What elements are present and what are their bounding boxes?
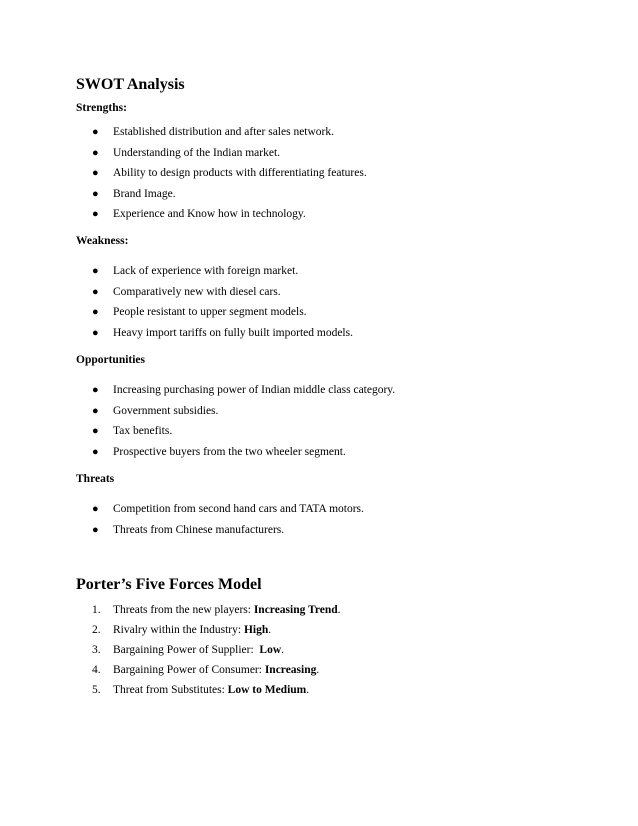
- opportunities-heading: Opportunities: [76, 354, 146, 366]
- list-item: 4. Bargaining Power of Consumer: Increasing.: [92, 664, 320, 676]
- list-item: ● Prospective buyers from the two wheeler segment.: [92, 446, 346, 458]
- strengths-heading: Strengths:: [76, 102, 127, 114]
- list-item: ● Threats from Chinese manufacturers.: [92, 524, 285, 536]
- bullet-icon: ●: [92, 188, 99, 200]
- list-item: 2. Rivalry within the Industry: High.: [92, 624, 272, 636]
- list-item: ● Government subsidies.: [92, 405, 219, 417]
- threats-heading: Threats: [76, 473, 115, 485]
- list-item: 5. Threat from Substitutes: Low to Medium.: [92, 684, 310, 696]
- list-item: ● Tax benefits.: [92, 425, 173, 437]
- bullet-icon: ●: [92, 405, 99, 417]
- bullet-icon: ●: [92, 208, 99, 220]
- bullet-icon: ●: [92, 265, 99, 277]
- bullet-icon: ●: [92, 503, 99, 515]
- bullet-icon: ●: [92, 327, 99, 339]
- list-item: ● People resistant to upper segment models.: [92, 306, 307, 318]
- bullet-icon: ●: [92, 524, 99, 536]
- bullet-icon: ●: [92, 306, 99, 318]
- list-item: 1. Threats from the new players: Increasing Trend.: [92, 604, 341, 616]
- list-item: ● Established distribution and after sales network.: [92, 126, 335, 138]
- bullet-icon: ●: [92, 286, 99, 298]
- bullet-icon: ●: [92, 167, 99, 179]
- porter-title: Porter’s Five Forces Model: [76, 576, 262, 593]
- list-item: ● Competition from second hand cars and TATA motors.: [92, 503, 364, 515]
- list-item: ● Heavy import tariffs on fully built imported models.: [92, 327, 353, 339]
- list-item: ● Increasing purchasing power of Indian middle class category.: [92, 384, 396, 396]
- list-item: 3. Bargaining Power of Supplier: Low.: [92, 644, 285, 656]
- bullet-icon: ●: [92, 446, 99, 458]
- swot-title: SWOT Analysis: [76, 76, 185, 93]
- list-item: ● Experience and Know how in technology.: [92, 208, 306, 220]
- bullet-icon: ●: [92, 384, 99, 396]
- bullet-icon: ●: [92, 126, 99, 138]
- list-item: ● Lack of experience with foreign market.: [92, 265, 299, 277]
- bullet-icon: ●: [92, 425, 99, 437]
- list-item: ● Understanding of the Indian market.: [92, 147, 281, 159]
- bullet-icon: ●: [92, 147, 99, 159]
- list-item: ● Ability to design products with differentiating features.: [92, 167, 367, 179]
- list-item: ● Comparatively new with diesel cars.: [92, 286, 281, 298]
- list-item: ● Brand Image.: [92, 188, 176, 200]
- weakness-heading: Weakness:: [76, 235, 129, 247]
